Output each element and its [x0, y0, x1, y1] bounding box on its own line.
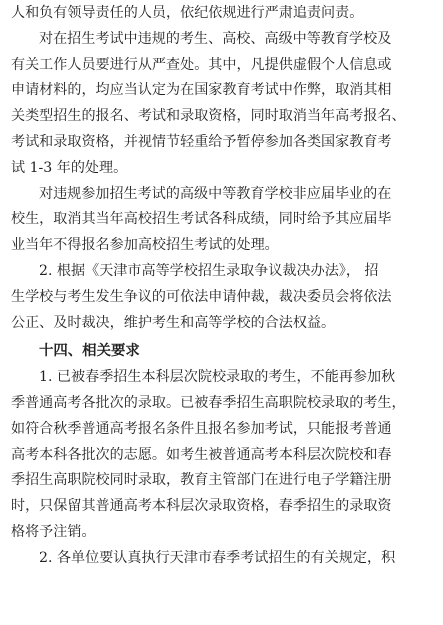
- paragraph-line: 2. 根据《天津市高等学校招生录取争议裁决办法》， 招: [39, 262, 379, 279]
- paragraph-1: [11, 1, 433, 27]
- paragraph-line: 有关工作人员要进行从严查处。其中，凡提供虚假个人信息或: [11, 56, 392, 73]
- paragraph-line: 关类型招生的报名、考试和录取资格，同时取消当年高考报名、: [11, 108, 406, 125]
- paragraph-4: [11, 259, 433, 336]
- paragraph-line: 业当年不得报名参加高校招生考试的处理。: [11, 237, 279, 254]
- paragraph-line: 人和负有领导责任的人员，依纪依规进行严肃追责问责。: [11, 5, 364, 21]
- paragraph-line: 公正、及时裁决，维护考生和高等学校的合法权益。: [11, 314, 336, 331]
- paragraph-2: [11, 27, 433, 182]
- paragraph-5: [11, 365, 433, 546]
- paragraph-line: 高考本科各批次的志愿。如考生被普通高考本科层次院校和春: [11, 446, 392, 463]
- paragraph-line: 试 1-3 年的处理。: [11, 159, 128, 176]
- paragraph-3: [11, 182, 433, 259]
- paragraph-line: 季招生高职院校同时录取，教育主管部门在进行电子学籍注册: [11, 472, 392, 489]
- paragraph-line: 对违规参加招生考试的高级中等教育学校非应届毕业的在: [39, 185, 392, 202]
- paragraph-line: 1. 已被春季招生本科层次院校录取的考生，不能再参加秋: [39, 369, 396, 386]
- paragraph-line: 对在招生考试中违规的考生、高校、高级中等教育学校及: [39, 30, 392, 47]
- paragraph-line: 时，只保留其普通高考本科层次录取资格，春季招生的录取资: [11, 498, 392, 515]
- paragraph-line: 2. 各单位要认真执行天津市春季考试招生的有关规定，积: [39, 549, 396, 566]
- section-heading: 十四、相关要求: [39, 343, 140, 360]
- paragraph-line: 季普通高考各批次的录取。已被春季招生高职院校录取的考生，: [11, 394, 406, 411]
- paragraph-line: 如符合秋季普通高考报名条件且报名参加考试，只能报考普通: [11, 420, 392, 437]
- paragraph-line: 格将予注销。: [11, 523, 96, 540]
- paragraph-line: 申请材料的，均应当认定为在国家教育考试中作弊，取消其相: [11, 82, 392, 99]
- paragraph-line: 校生，取消其当年高校招生考试各科成绩，同时给予其应届毕: [11, 211, 392, 228]
- paragraph-line: 考试和录取资格，并视情节轻重给予暂停参加各类国家教育考: [11, 133, 392, 150]
- paragraph-6: [11, 546, 433, 572]
- paragraph-line: 生学校与考生发生争议的可依法申请仲裁，裁决委员会将依法: [11, 288, 392, 305]
